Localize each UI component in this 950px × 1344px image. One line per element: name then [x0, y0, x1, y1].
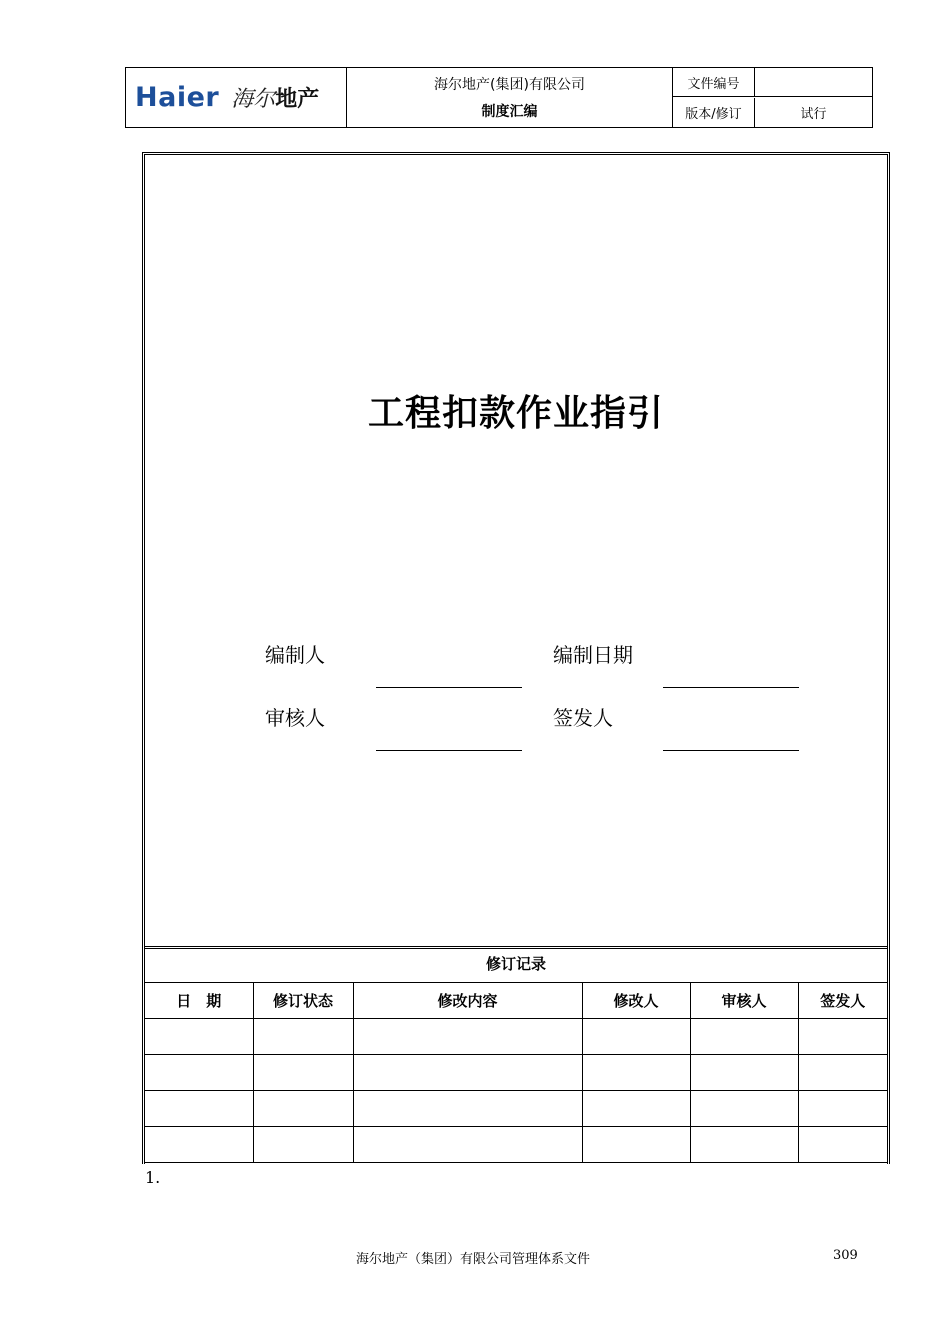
- revision-table: [145, 982, 887, 1163]
- version-value: 试行: [800, 107, 827, 122]
- list-marker: 1.: [145, 1168, 161, 1187]
- table-cell: [353, 1019, 582, 1055]
- table-cell: [798, 1127, 887, 1163]
- table-row: [145, 1055, 887, 1091]
- table-cell: [690, 1019, 798, 1055]
- table-cell: [145, 1091, 253, 1127]
- table-cell: [145, 1055, 253, 1091]
- table-cell: [582, 1127, 690, 1163]
- table-cell: [690, 1055, 798, 1091]
- cover-frame: [142, 152, 890, 1164]
- page-number: 309: [833, 1248, 858, 1263]
- logo-bold: 地产: [275, 87, 320, 112]
- header-subtitle: 制度汇编: [481, 104, 538, 120]
- table-cell: [253, 1127, 353, 1163]
- company-logo: [126, 68, 347, 127]
- reviewer-label: 审核人: [265, 706, 325, 730]
- company-name: 海尔地产(集团)有限公司: [434, 77, 585, 93]
- reviewer-signature-line: [376, 750, 522, 751]
- issuer-label: 签发人: [553, 706, 613, 730]
- header-title-cell: [347, 68, 673, 127]
- table-cell: [145, 1127, 253, 1163]
- table-cell: [582, 1091, 690, 1127]
- table-cell: [353, 1127, 582, 1163]
- col-issuer: 签发人: [798, 983, 887, 1019]
- table-cell: [253, 1055, 353, 1091]
- col-status: 修订状态: [253, 983, 353, 1019]
- table-cell: [353, 1091, 582, 1127]
- editor-signature-line: [376, 687, 522, 688]
- logo-brand: Haier: [135, 82, 220, 113]
- col-content: 修改内容: [353, 983, 582, 1019]
- edit-date-label: 编制日期: [553, 643, 633, 667]
- table-row: [145, 1019, 887, 1055]
- document-title: 工程扣款作业指引: [367, 393, 664, 434]
- col-date: 日 期: [145, 983, 253, 1019]
- issuer-signature-line: [663, 750, 799, 751]
- footer-text: 海尔地产（集团）有限公司管理体系文件: [356, 1252, 591, 1267]
- edit-date-line: [663, 687, 799, 688]
- revision-header-row: [145, 983, 887, 1019]
- table-row: [145, 1091, 887, 1127]
- table-row: [145, 1127, 887, 1163]
- table-cell: [582, 1019, 690, 1055]
- revision-record-title: 修订记录: [145, 946, 887, 982]
- table-cell: [798, 1019, 887, 1055]
- table-cell: [253, 1019, 353, 1055]
- doc-number-value: [755, 68, 872, 97]
- editor-label: 编制人: [265, 643, 325, 667]
- doc-number-label: 文件编号: [673, 68, 755, 97]
- table-cell: [582, 1055, 690, 1091]
- table-cell: [690, 1091, 798, 1127]
- table-cell: [145, 1019, 253, 1055]
- document-header: [125, 67, 873, 128]
- table-cell: [798, 1091, 887, 1127]
- col-modifier: 修改人: [582, 983, 690, 1019]
- table-cell: [690, 1127, 798, 1163]
- table-cell: [798, 1055, 887, 1091]
- logo-script: 海尔: [231, 87, 276, 112]
- table-cell: [353, 1055, 582, 1091]
- col-reviewer: 审核人: [690, 983, 798, 1019]
- version-label: 版本/修订: [673, 98, 755, 127]
- table-cell: [253, 1091, 353, 1127]
